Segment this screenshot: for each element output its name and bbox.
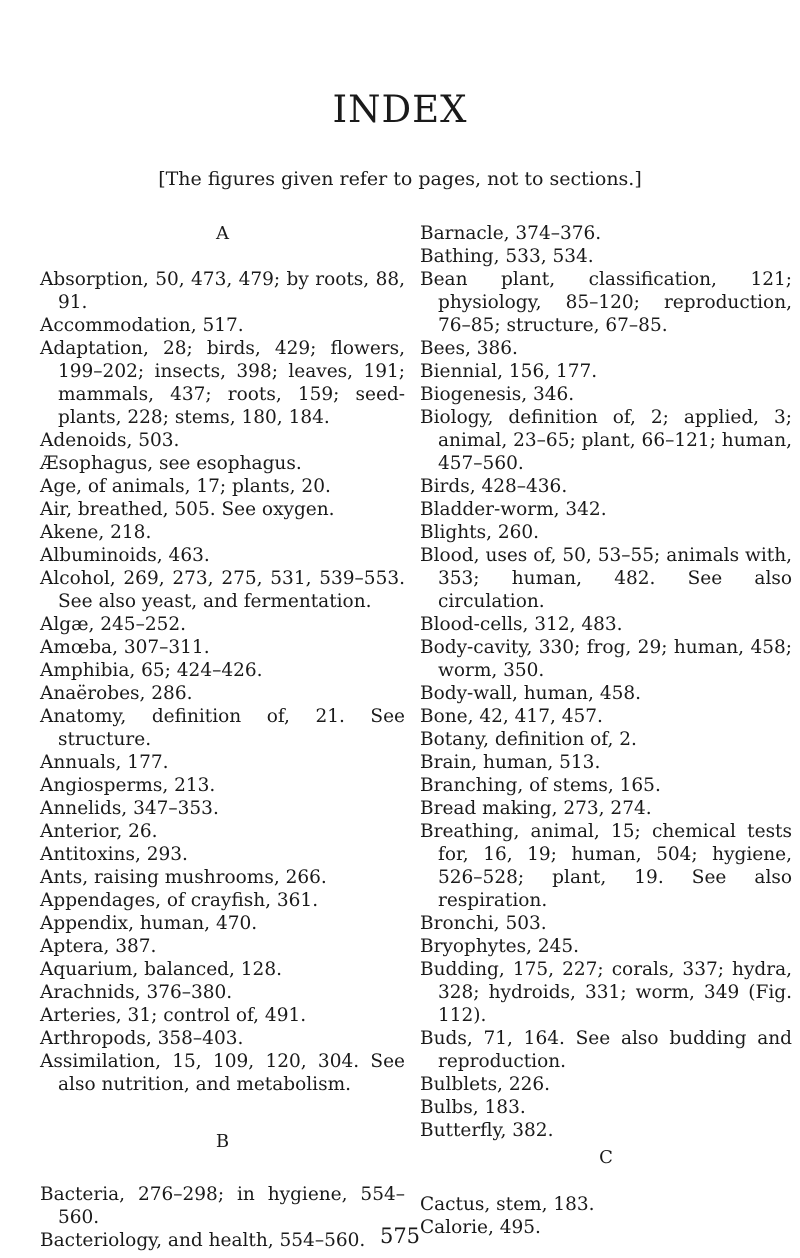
index-entry: Arteries, 31; control of, 491. <box>40 1005 307 1026</box>
index-entry: Arachnids, 376–380. <box>40 982 233 1003</box>
index-entry: Albuminoids, 463. <box>40 545 210 566</box>
index-entry: Biogenesis, 346. <box>420 384 575 405</box>
index-entry: Botany, definition of, 2. <box>420 729 637 750</box>
page-title: INDEX <box>332 88 468 131</box>
index-entry: Buds, 71, 164. See also budding and reproduction. <box>420 1028 792 1072</box>
index-entry: Appendix, human, 470. <box>40 913 258 934</box>
index-entry: Anaërobes, 286. <box>40 683 193 704</box>
index-entry: Air, breathed, 505. See oxygen. <box>40 499 335 520</box>
index-entry: Anatomy, definition of, 21. See structure. <box>40 706 405 750</box>
index-entry: Bees, 386. <box>420 338 518 359</box>
section-letter-c: C <box>599 1147 613 1168</box>
index-entry: Alcohol, 269, 273, 275, 531, 539–553. See also yeast, and fermentation. <box>40 568 405 612</box>
index-entry: Birds, 428–436. <box>420 476 568 497</box>
index-entry: Brain, human, 513. <box>420 752 601 773</box>
section-letter-b: B <box>215 1131 230 1152</box>
index-entry: Bread making, 273, 274. <box>420 798 652 819</box>
index-entry: Branching, of stems, 165. <box>420 775 661 796</box>
index-entry: Cactus, stem, 183. <box>420 1194 595 1215</box>
index-entry: Aquarium, balanced, 128. <box>40 959 282 980</box>
index-entry: Arthropods, 358–403. <box>40 1028 244 1049</box>
index-entry: Bronchi, 503. <box>420 913 547 934</box>
index-entry: Akene, 218. <box>40 522 152 543</box>
index-entry: Bathing, 533, 534. <box>420 246 594 267</box>
index-entry: Bacteria, 276–298; in hygiene, 554–560. <box>40 1184 405 1228</box>
index-entry: Amphibia, 65; 424–426. <box>40 660 263 681</box>
index-entry: Amœba, 307–311. <box>40 637 210 658</box>
index-entry: Æsophagus, see esophagus. <box>40 453 302 474</box>
index-entry: Absorption, 50, 473, 479; by roots, 88, 91. <box>40 269 405 313</box>
index-entry: Bacteriology, and health, 554–560. <box>40 1230 366 1251</box>
index-entry: Assimilation, 15, 109, 120, 304. See also nutrition, and metabolism. <box>40 1051 405 1095</box>
index-entry: Bulbs, 183. <box>420 1097 526 1118</box>
index-entry: Biennial, 156, 177. <box>420 361 598 382</box>
index-entry: Bean plant, classification, 121; physiology, 85–120; reproduction, 76–85; structure, 67–85. <box>420 269 792 336</box>
section-letter-a: A <box>216 223 229 244</box>
index-entry: Aptera, 387. <box>40 936 157 957</box>
index-entry: Ants, raising mushrooms, 266. <box>40 867 327 888</box>
index-entry: Bulblets, 226. <box>420 1074 551 1095</box>
index-entry: Body-wall, human, 458. <box>420 683 642 704</box>
right-column <box>420 222 792 1239</box>
index-entry: Anterior, 26. <box>40 821 158 842</box>
index-entry: Bryophytes, 245. <box>420 936 580 957</box>
index-entry: Accommodation, 517. <box>40 315 244 336</box>
index-entry: Adaptation, 28; birds, 429; flowers, 199–202; insects, 398; leaves, 191; mammals, 437; roots, 159; seed-plants, 228; stems, 180, 184. <box>40 338 405 428</box>
index-entry: Body-cavity, 330; frog, 29; human, 458; worm, 350. <box>420 637 792 681</box>
index-entry: Breathing, animal, 15; chemical tests for, 16, 19; human, 504; hygiene, 526–528; plant, 19. See also respiration. <box>420 821 792 911</box>
index-entry: Bladder-worm, 342. <box>420 499 607 520</box>
index-note: [The figures given refer to pages, not to sections.] <box>158 168 642 190</box>
index-entry: Age, of animals, 17; plants, 20. <box>40 476 331 497</box>
index-entry: Antitoxins, 293. <box>40 844 188 865</box>
index-entry: Blights, 260. <box>420 522 540 543</box>
index-entry: Algæ, 245–252. <box>40 614 187 635</box>
index-entry: Adenoids, 503. <box>40 430 180 451</box>
index-entry: Barnacle, 374–376. <box>420 223 602 244</box>
index-entry: Angiosperms, 213. <box>40 775 216 796</box>
index-entry: Calorie, 495. <box>420 1217 541 1238</box>
index-entry: Budding, 175, 227; corals, 337; hydra, 328; hydroids, 331; worm, 349 (Fig. 112). <box>420 959 792 1026</box>
index-entry: Butterfly, 382. <box>420 1120 554 1141</box>
index-entry: Annelids, 347–353. <box>40 798 219 819</box>
index-entry: Blood-cells, 312, 483. <box>420 614 623 635</box>
index-entry: Blood, uses of, 50, 53–55; animals with, 353; human, 482. See also circulation. <box>420 545 792 612</box>
index-entry: Appendages, of crayfish, 361. <box>40 890 319 911</box>
page-number: 575 <box>379 1224 421 1248</box>
left-column <box>40 222 405 1252</box>
a-entry-list <box>40 268 405 1096</box>
b-entry-list-right <box>420 222 792 1142</box>
index-entry: Bone, 42, 417, 457. <box>420 706 603 727</box>
index-entry: Annuals, 177. <box>40 752 169 773</box>
index-entry: Biology, definition of, 2; applied, 3; animal, 23–65; plant, 66–121; human, 457–560. <box>420 407 792 474</box>
